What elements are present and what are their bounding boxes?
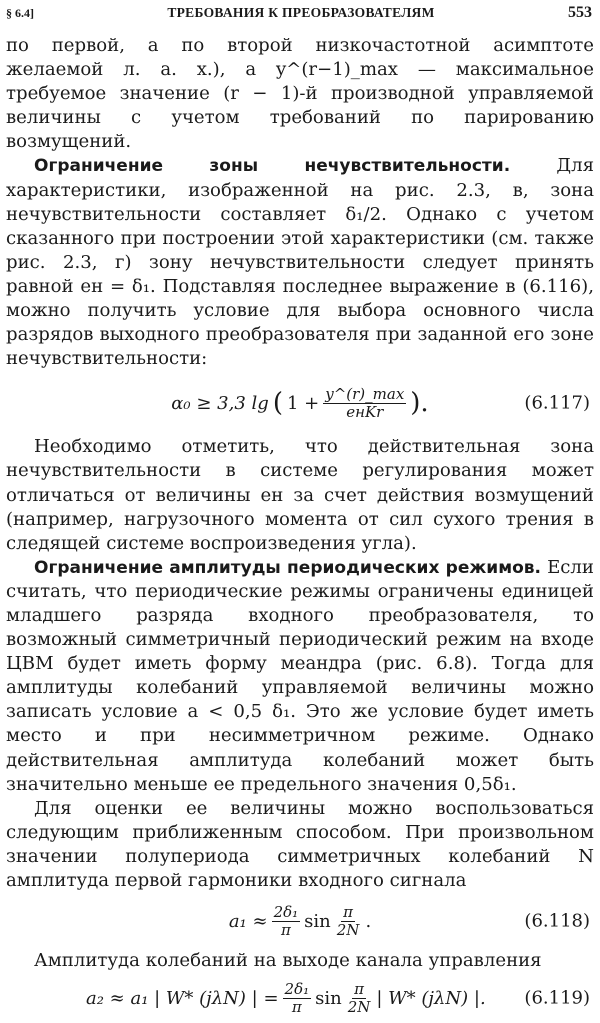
equation-6-118 xyxy=(6,893,594,949)
runhead-dead-zone: Ограничение зоны нечувствительности. xyxy=(34,156,511,177)
eq119-fraction-1 xyxy=(283,981,312,1016)
eq118-period: . xyxy=(365,910,372,932)
paragraph-2 xyxy=(6,154,594,371)
eq119-num-2: π xyxy=(354,979,364,998)
eq119-left: a₂ ≈ a₁ | W* (jλN) | = xyxy=(86,987,279,1009)
eq118-den-2: 2N xyxy=(336,920,360,939)
runhead-periodic-amplitude: Ограничение амплитуды периодических режимов. xyxy=(34,557,541,578)
eq119-den-2: 2N xyxy=(347,997,371,1016)
eq118-fraction-1 xyxy=(272,904,301,939)
eq117-fraction xyxy=(323,386,406,421)
equation-number-6-118: (6.118) xyxy=(524,910,590,932)
eq117-left: α₀ ≥ 3,3 lg xyxy=(171,392,269,414)
eq119-fraction-2 xyxy=(346,981,373,1016)
page-number: 553 xyxy=(567,4,592,21)
eq117-open-paren: ( xyxy=(272,388,283,419)
equation-number-6-117: (6.117) xyxy=(524,392,590,414)
chapter-title: ТРЕБОВАНИЯ К ПРЕОБРАЗОВАТЕЛЯМ xyxy=(167,5,435,20)
equation-6-117-expression xyxy=(6,371,594,435)
equation-6-119 xyxy=(6,973,594,1023)
section-marker: § 6.4] xyxy=(6,5,34,20)
eq119-num-1: 2δ₁ xyxy=(284,979,310,998)
paragraph-5: Для оценки ее величины можно воспользоваться следующим приближенным способом. При произвольном значении полупериода симметричных колебаний N амплитуда первой гармоники входного сигнала xyxy=(6,797,594,891)
equation-6-119-expression xyxy=(6,973,594,1023)
equation-6-117 xyxy=(6,371,594,435)
paragraph-4-text: Если считать, что периодические режимы ограничены единицей младшего разряда входного преобразователя, то возможный симметричный периодический режим на входе ЦВМ будет иметь форму меандра (рис. 6.8). Тогда для амплитуды колебаний управляемой величины можно записать условие a < 0,5 δ₁. Это же условие будет иметь место и при несимметричном режиме. Однако действительная амплитуда колебаний может быть значительно меньше ее предельного значения 0,5δ₁. xyxy=(6,556,594,795)
paragraph-3: Необходимо отметить, что действительная зона нечувствительности в системе регулирования может отличаться от величины eн за счет действия возмущений (например, нагрузочного момента от сил сухого трения в следящей системе воспроизведения угла). xyxy=(6,436,594,554)
eq117-one-plus: 1 + xyxy=(286,392,320,414)
eq118-num-1: 2δ₁ xyxy=(273,902,299,921)
eq118-sin: sin xyxy=(304,910,331,932)
paragraph-4 xyxy=(6,556,594,797)
eq117-denominator: eнKr xyxy=(346,402,384,421)
eq119-den-1: π xyxy=(291,997,302,1016)
eq118-fraction-2 xyxy=(335,904,362,939)
eq118-left: a₁ ≈ xyxy=(228,910,268,932)
eq118-den-1: π xyxy=(280,920,291,939)
page-body xyxy=(6,34,594,1023)
eq117-close-paren: ). xyxy=(410,388,429,419)
eq119-sin: sin xyxy=(315,987,342,1009)
paragraph-6: Амплитуда колебаний на выходе канала управления xyxy=(34,950,542,972)
eq119-right: | W* (jλN) |. xyxy=(376,987,486,1009)
eq118-num-2: π xyxy=(343,902,354,921)
running-header xyxy=(6,0,592,26)
paragraph-1: по первой, а по второй низкочастотной асимптоте желаемой л. а. х.), а y^(r−1)_max — максимальное требуемое значение (r − 1)-й производной управляемой величины с учетом требований по парированию возмущений. xyxy=(6,35,594,153)
equation-number-6-119: (6.119) xyxy=(524,987,590,1009)
paragraph-2-text: Для характеристики, изображенной на рис. 2.3, в, зона нечувствительности составляет δ₁/2. Однако с учетом сказанного при построении этой характеристики (см. также рис. 2.3, г) зону нечувствительности следует принять равной eн = δ₁. Подставляя последнее выражение в (6.116), можно получить условие для выбора основного числа разрядов выходного преобразователя при заданной его зоне нечувствительности: xyxy=(6,155,594,370)
eq117-numerator: y^(r)_max xyxy=(325,384,405,403)
equation-6-118-expression xyxy=(6,893,594,949)
